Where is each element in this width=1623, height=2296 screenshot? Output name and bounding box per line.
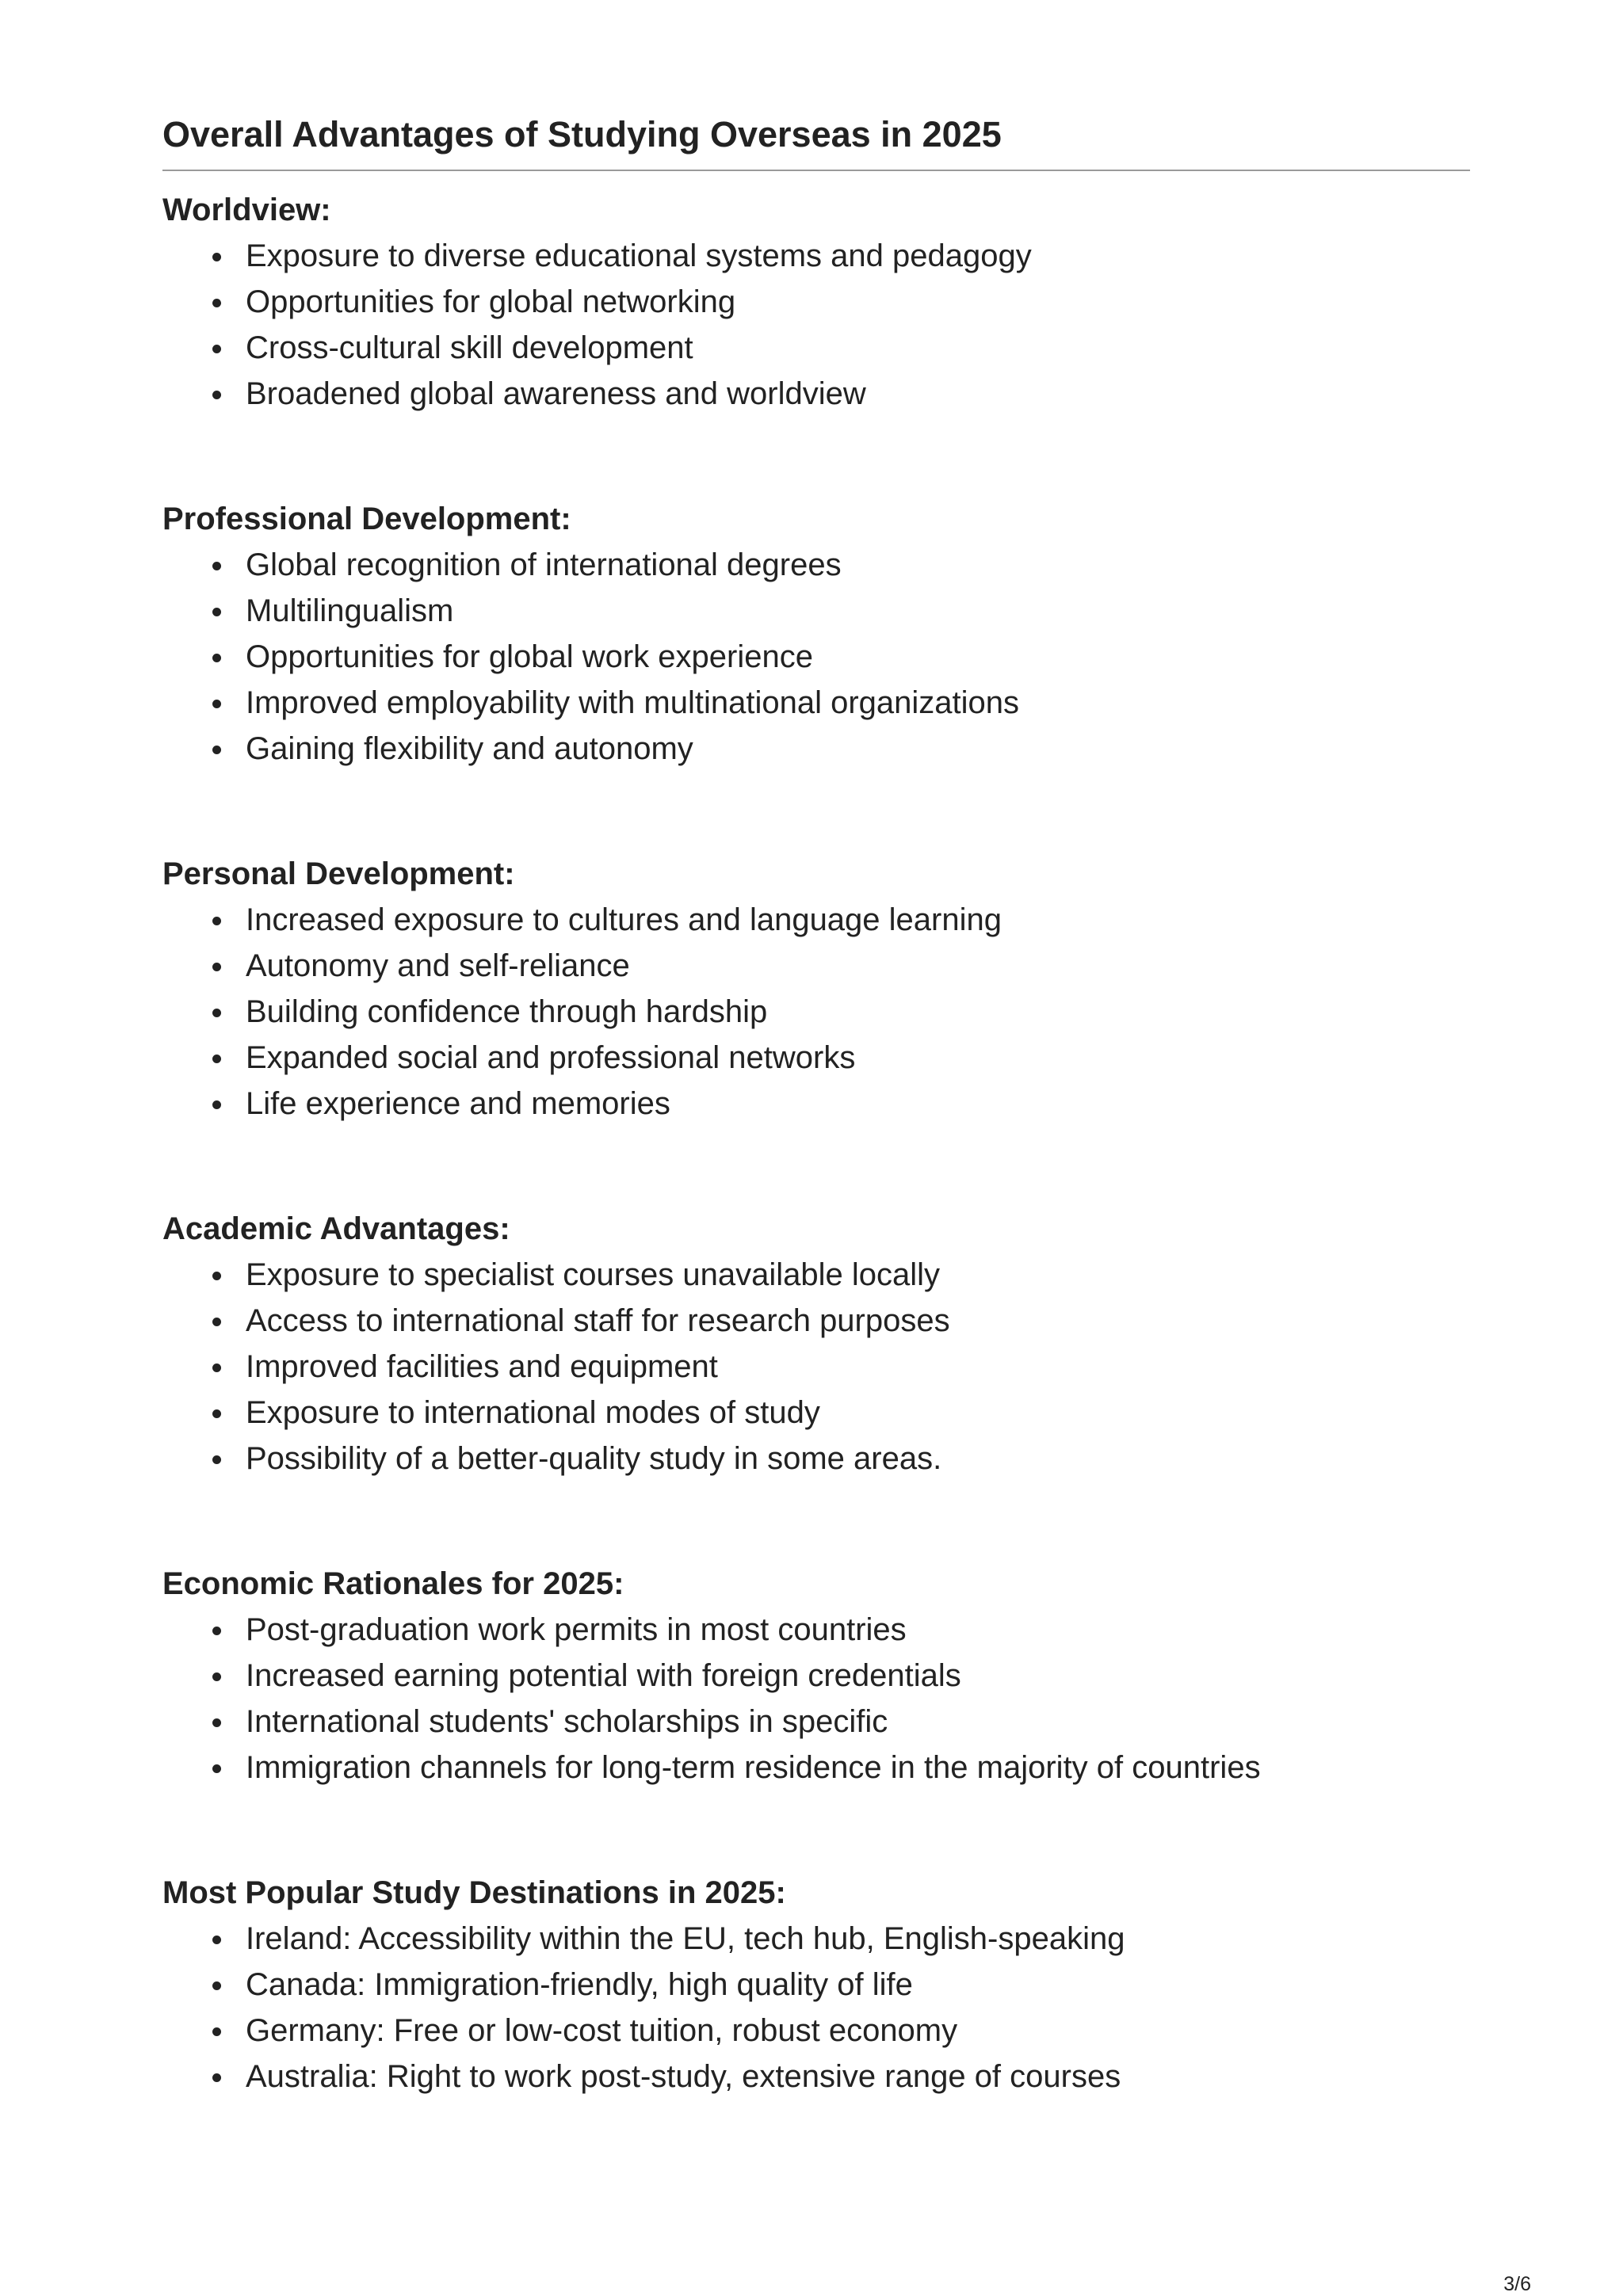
- list-item: [246, 371, 1470, 417]
- list-item-text: Exposure to diverse educational systems and pedagogy: [246, 238, 1032, 273]
- bullet-list: [162, 542, 1470, 772]
- list-item: [246, 588, 1470, 634]
- section: [162, 187, 1470, 417]
- list-item-text: Canada: Immigration-friendly, high quality of life: [246, 1967, 913, 2002]
- bullet-dot-icon: [212, 608, 221, 616]
- section: [162, 851, 1470, 1127]
- list-item: [246, 1035, 1470, 1081]
- bullet-dot-icon: [212, 1936, 221, 1944]
- bullet-dot-icon: [212, 2027, 221, 2036]
- list-item-text: Expanded social and professional networks: [246, 1040, 856, 1075]
- list-item: [246, 1962, 1470, 2008]
- bullet-dot-icon: [212, 562, 221, 570]
- list-item: [246, 1298, 1470, 1344]
- section-heading: Most Popular Study Destinations in 2025:: [162, 1875, 786, 1910]
- bullet-dot-icon: [212, 299, 221, 307]
- bullet-dot-icon: [212, 1272, 221, 1280]
- list-item: [246, 1081, 1470, 1127]
- list-item: [246, 1607, 1470, 1653]
- list-item: [246, 233, 1470, 279]
- bullet-dot-icon: [212, 1009, 221, 1017]
- bullet-list: [162, 897, 1470, 1127]
- document-page: [162, 0, 1470, 2100]
- bullet-dot-icon: [212, 963, 221, 971]
- list-item-text: Increased exposure to cultures and language learning: [246, 902, 1002, 937]
- list-item: [246, 2054, 1470, 2100]
- section: [162, 1561, 1470, 1791]
- section-heading: Professional Development:: [162, 502, 571, 536]
- bullet-dot-icon: [212, 1100, 221, 1109]
- bullet-dot-icon: [212, 345, 221, 353]
- list-item-text: Cross-cultural skill development: [246, 330, 693, 365]
- list-item-text: Life experience and memories: [246, 1086, 670, 1121]
- bullet-dot-icon: [212, 1455, 221, 1464]
- list-item: [246, 1916, 1470, 1962]
- section-heading: Personal Development:: [162, 856, 515, 891]
- list-item-text: International students' scholarships in specific: [246, 1704, 888, 1739]
- section-heading: Economic Rationales for 2025:: [162, 1566, 624, 1601]
- list-item: [246, 542, 1470, 588]
- bullet-dot-icon: [212, 391, 221, 399]
- bullet-list: [162, 1607, 1470, 1791]
- title-divider: [162, 170, 1470, 171]
- list-item-text: Opportunities for global work experience: [246, 639, 813, 674]
- bullet-list: [162, 233, 1470, 417]
- list-item: [246, 1699, 1470, 1745]
- section: [162, 1206, 1470, 1482]
- list-item: [246, 726, 1470, 772]
- list-item: [246, 897, 1470, 943]
- bullet-dot-icon: [212, 654, 221, 662]
- list-item: [246, 989, 1470, 1035]
- section-heading: Worldview:: [162, 193, 331, 227]
- bullet-dot-icon: [212, 1764, 221, 1773]
- list-item: [246, 1653, 1470, 1699]
- list-item: [246, 279, 1470, 325]
- page-title: Overall Advantages of Studying Overseas in 2025: [162, 114, 1002, 154]
- list-item-text: Immigration channels for long-term residence in the majority of countries: [246, 1750, 1261, 1785]
- section-heading: Academic Advantages:: [162, 1211, 510, 1246]
- list-item: [246, 680, 1470, 726]
- list-item-text: Access to international staff for research purposes: [246, 1303, 950, 1338]
- list-item-text: Autonomy and self-reliance: [246, 948, 630, 983]
- list-item: [246, 943, 1470, 989]
- list-item-text: Gaining flexibility and autonomy: [246, 731, 693, 766]
- list-item-text: Improved employability with multinational organizations: [246, 685, 1020, 720]
- list-item: [246, 634, 1470, 680]
- bullet-dot-icon: [212, 1718, 221, 1727]
- list-item-text: Possibility of a better-quality study in some areas.: [246, 1441, 942, 1476]
- bullet-dot-icon: [212, 1055, 221, 1063]
- list-item-text: Germany: Free or low-cost tuition, robust economy: [246, 2013, 958, 2048]
- bullet-list: [162, 1252, 1470, 1482]
- list-item-text: Australia: Right to work post-study, extensive range of courses: [246, 2059, 1121, 2094]
- list-item-text: Broadened global awareness and worldview: [246, 376, 866, 411]
- list-item: [246, 325, 1470, 371]
- list-item-text: Exposure to specialist courses unavailable locally: [246, 1257, 941, 1292]
- sections-container: [162, 187, 1470, 2100]
- list-item-text: Ireland: Accessibility within the EU, tech hub, English-speaking: [246, 1921, 1125, 1956]
- section: [162, 496, 1470, 772]
- bullet-dot-icon: [212, 746, 221, 754]
- bullet-dot-icon: [212, 917, 221, 925]
- list-item: [246, 2008, 1470, 2054]
- list-item-text: Opportunities for global networking: [246, 284, 736, 319]
- list-item-text: Multilingualism: [246, 593, 454, 628]
- bullet-dot-icon: [212, 1318, 221, 1326]
- list-item-text: Global recognition of international degrees: [246, 547, 842, 582]
- bullet-dot-icon: [212, 1409, 221, 1418]
- list-item: [246, 1344, 1470, 1390]
- page-number: 3/6: [1503, 2273, 1531, 2295]
- bullet-dot-icon: [212, 1981, 221, 1990]
- bullet-dot-icon: [212, 1627, 221, 1635]
- bullet-dot-icon: [212, 1672, 221, 1681]
- section: [162, 1870, 1470, 2100]
- list-item-text: Exposure to international modes of study: [246, 1395, 820, 1430]
- bullet-dot-icon: [212, 253, 221, 261]
- list-item-text: Building confidence through hardship: [246, 994, 768, 1029]
- bullet-list: [162, 1916, 1470, 2100]
- bullet-dot-icon: [212, 1363, 221, 1372]
- list-item-text: Increased earning potential with foreign credentials: [246, 1658, 961, 1693]
- list-item: [246, 1436, 1470, 1482]
- list-item: [246, 1390, 1470, 1436]
- list-item-text: Post-graduation work permits in most countries: [246, 1612, 907, 1647]
- list-item: [246, 1745, 1470, 1791]
- list-item-text: Improved facilities and equipment: [246, 1349, 718, 1384]
- bullet-dot-icon: [212, 700, 221, 708]
- list-item: [246, 1252, 1470, 1298]
- bullet-dot-icon: [212, 2073, 221, 2082]
